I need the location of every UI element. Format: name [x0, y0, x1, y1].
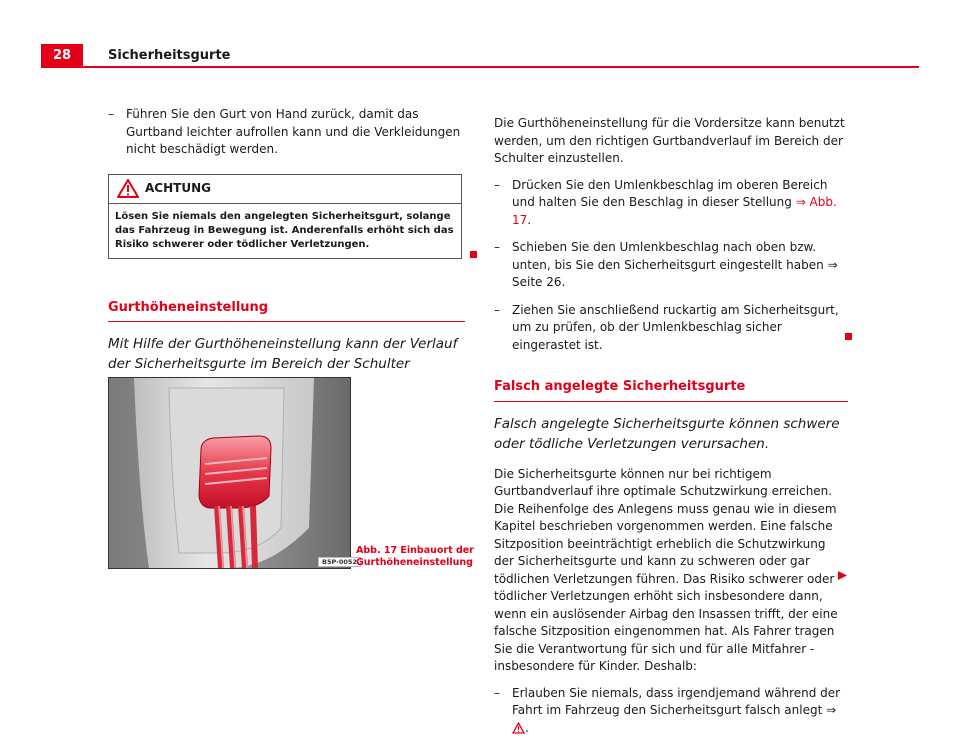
- dash-bullet: –: [494, 177, 500, 192]
- period: .: [525, 720, 529, 735]
- header-rule: [41, 66, 919, 68]
- dash-bullet: –: [494, 302, 500, 317]
- figure-belt-height-adjuster: [108, 377, 351, 569]
- figure-code-label: B5P-0052: [318, 557, 361, 567]
- dash-bullet: –: [494, 240, 500, 254]
- figure-link[interactable]: ⇒ Abb. 17: [512, 195, 837, 227]
- warning-ref-icon[interactable]: [512, 722, 525, 740]
- belt-adjuster-illustration: [109, 378, 350, 568]
- list-item: [108, 106, 465, 159]
- page-number: 28: [41, 44, 83, 67]
- left-column: [108, 106, 465, 394]
- paragraph: Die Sicherheitsgurte können nur bei richtigem Gurtbandverlauf ihre optimale Schutzwirkung erreichen. Die Reihenfolge des Anlegens muss genau wie in diesem Kapitel beschrieben vorgenommen werden. Eine falsche Sitzposition beeinträchtigt erheblich die Schutzwirkung der Sicherheitsgurte und kann zu schweren oder gar tödlichen Verletzungen führen. Das Risiko schwerer oder tödlicher Verletzungen erhöht sich insbesondere dann, wenn ein auslösender Airbag den Insassen trifft, der eine falsche Sitzposition eingenommen hat. Als Fahrer tragen Sie die Verantwortung für sich und für alle Mitfahrer - insbesondere für Kinder. Deshalb:: [494, 466, 838, 673]
- list-item-text: Ziehen Sie anschließend ruckartig am Sicherheitsgurt, um zu prüfen, ob der Umlenkbeschlag sicher eingerastet ist.: [512, 302, 839, 352]
- figure-caption: [356, 545, 474, 569]
- list-item-text: Führen Sie den Gurt von Hand zurück, damit das Gurtband leichter aufrollen kann und die Verkleidungen nicht beschädigt werden.: [126, 107, 461, 156]
- figure-caption-line2: Gurthöheneinstellung: [356, 557, 473, 568]
- list-item: [494, 302, 848, 355]
- warning-header: [109, 175, 461, 204]
- list-item-text: Drücken Sie den Umlenkbeschlag im oberen Bereich und halten Sie den Beschlag in dieser Stellung: [512, 177, 828, 209]
- section-intro: Falsch angelegte Sicherheitsgurte können schwere oder tödliche Verletzungen verursachen.: [494, 415, 840, 452]
- warning-title: ACHTUNG: [145, 180, 211, 195]
- figure-caption-line1: Abb. 17 Einbauort der: [356, 545, 474, 556]
- list-item: [494, 685, 848, 740]
- dash-bullet: –: [108, 107, 114, 121]
- list-item-text: Erlauben Sie niemals, dass irgendjemand während der Fahrt im Fahrzeug den Sicherheitsgurt falsch anlegt ⇒: [512, 685, 841, 717]
- paragraph: Die Gurthöheneinstellung für die Vordersitze kann benutzt werden, um den richtigen Gurtbandverlauf im Bereich der Schulter einzustellen.: [494, 116, 845, 165]
- list-item: [494, 177, 848, 230]
- section-title-height: Gurthöheneinstellung: [108, 299, 465, 323]
- list-item: [494, 239, 848, 292]
- dash-bullet: –: [494, 685, 500, 700]
- end-mark-icon: [470, 251, 477, 258]
- right-column: [494, 115, 848, 749]
- section-intro: Mit Hilfe der Gurthöheneinstellung kann der Verlauf der Sicherheitsgurte im Bereich der Schulter: [108, 336, 458, 372]
- warning-icon: [117, 179, 139, 198]
- list-item-text: Schieben Sie den Umlenkbeschlag nach oben bzw. unten, bis Sie den Sicherheitsgurt eingestellt haben ⇒ Seite 26.: [512, 240, 838, 289]
- end-mark-icon: [845, 333, 852, 340]
- period: .: [527, 212, 532, 227]
- warning-text: Lösen Sie niemals den angelegten Sicherheitsgurt, solange das Fahrzeug in Bewegung ist. Anderenfalls erhöht sich das Risiko schwerer oder tödlicher Verletzungen.: [115, 210, 454, 250]
- chapter-title: Sicherheitsgurte: [108, 48, 231, 63]
- section-title-wrong-belts: Falsch angelegte Sicherheitsgurte: [494, 378, 848, 402]
- warning-box: [108, 174, 462, 259]
- continue-arrow-icon: [838, 571, 847, 580]
